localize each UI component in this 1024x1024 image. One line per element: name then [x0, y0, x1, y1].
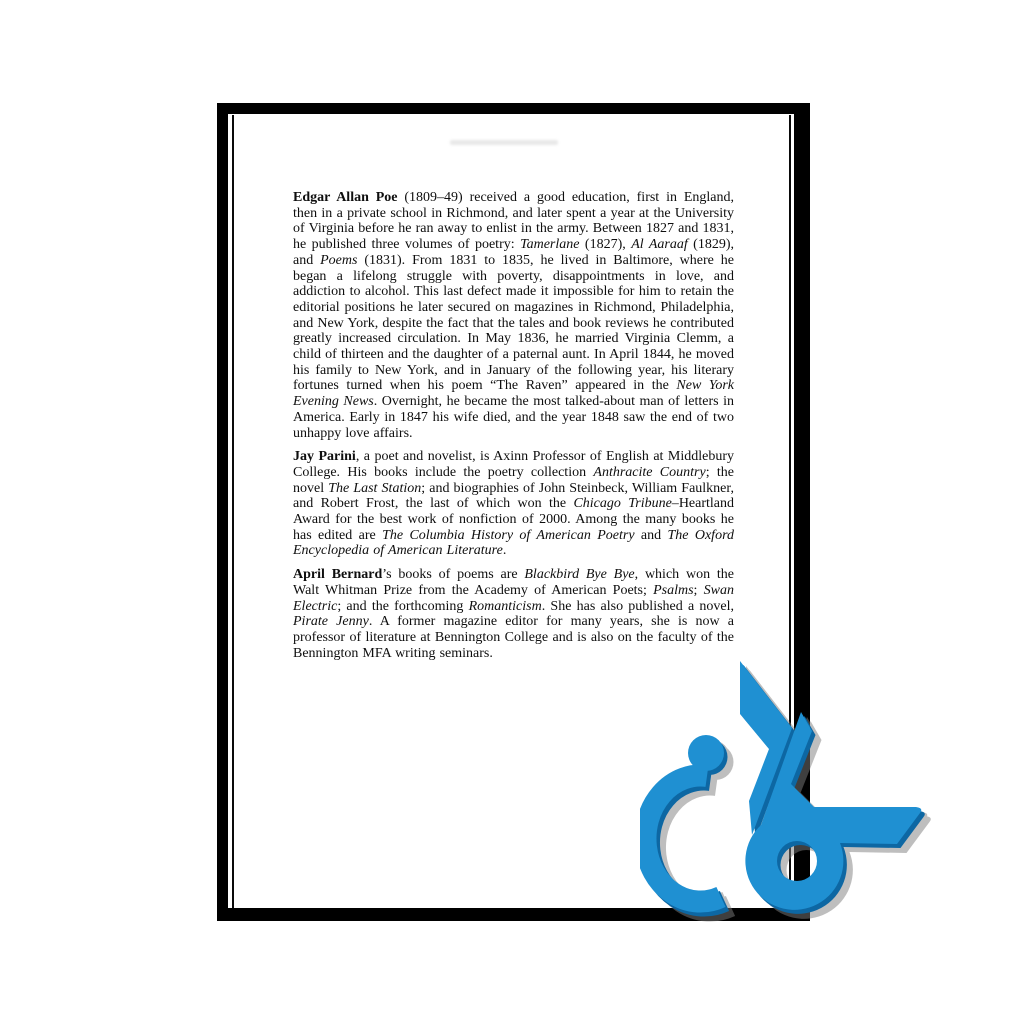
logo-main-layer: [645, 661, 921, 910]
author-bio-paragraph: Edgar Allan Poe (1809–49) received a good education, first in England, then in a private school in Richmond, and later spent a year at the University of Virginia before he ran away to enlist in the army. Between 1827 and 1831, he published three volumes of poetry: Tamerlane (1827), Al Aaraaf (1829), and Poems (1831). From 1831 to 1835, he lived in Baltimore, where he began a lifelong struggle with poverty, disappointments in love, and addiction to alcohol. This last defect made it impossible for him to retain the editorial positions he later secured on magazines in Richmond, Philadelphia, and New York, despite the fact that the tales and book reviews he contributed greatly increased circulation. In May 1836, he married Virginia Clemm, a child of thirteen and the daughter of a paternal aunt. In April 1844, he moved his family to New York, and in January of the following year, his literary fortunes turned when his poem “The Raven” appeared in the New York Evening News. Overnight, he became the most talked-about man of letters in America. Early in 1847 his wife died, and the year 1848 saw the end of two unhappy love affairs.: [293, 190, 735, 441]
logo-dot-icon: [688, 735, 724, 771]
author-bio-paragraph: April Bernard’s books of poems are Blackbird Bye Bye, which won the Walt Whitman Prize from the Academy of American Poets; Psalms; Swan Electric; and the forthcoming Romanticism. She has also published a novel, Pirate Jenny. A former magazine editor for many years, she is now a professor of literature at Bennington College and is also on the faculty of the Bennington MFA writing seminars.: [293, 567, 734, 661]
page-showthrough-smudge: [450, 140, 558, 145]
bookstore-watermark-logo: [640, 650, 950, 930]
text-block: [293, 190, 734, 669]
author-bio-paragraph: Jay Parini, a poet and novelist, is Axinn Professor of English at Middlebury College. His books include the poetry collection Anthracite Country; the novel The Last Station; and biographies of John Steinbeck, William Faulkner, and Robert Frost, the last of which won the Chicago Tribune–Heartland Award for the best work of nonfiction of 2000. Among the many books he has edited are The Columbia History of American Poetry and The Oxford Encyclopedia of American Literature.: [293, 449, 735, 559]
